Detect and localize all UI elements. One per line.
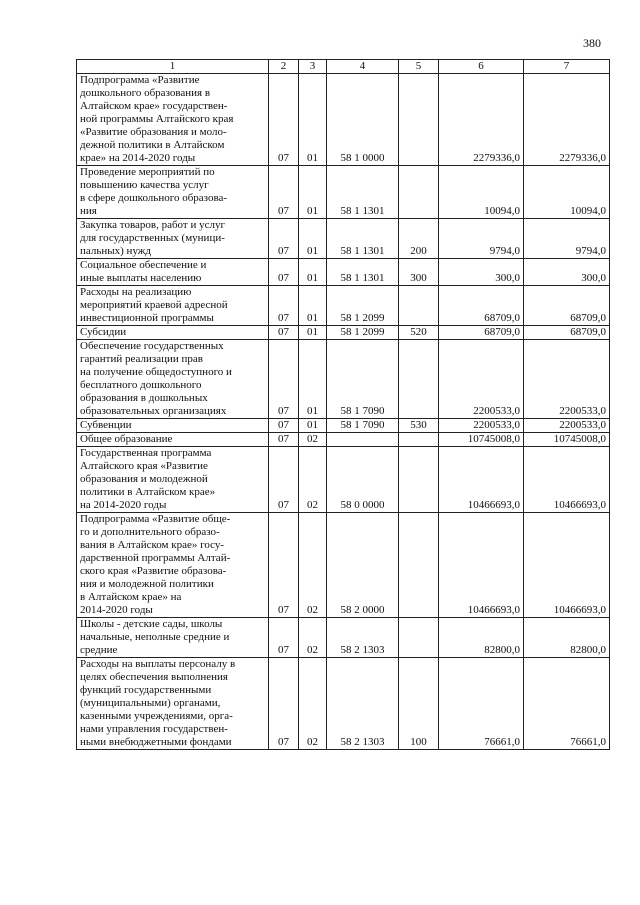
column-header: 1 [77,60,269,74]
amount-col6: 68709,0 [439,326,524,340]
section-code: 07 [269,340,299,419]
amount-col7: 9794,0 [524,219,610,259]
section-code: 07 [269,419,299,433]
target-article-code: 58 1 1301 [327,219,399,259]
amount-col7: 10745008,0 [524,433,610,447]
table-row [77,340,610,419]
section-code: 07 [269,433,299,447]
header-row [77,60,610,74]
amount-col6: 68709,0 [439,286,524,326]
section-code: 07 [269,259,299,286]
target-article-code: 58 2 1303 [327,618,399,658]
expense-type-code [399,340,439,419]
row-description: Расходы на реализацию мероприятий краевой адресной инвестиционной программы [77,286,269,326]
subsection-code: 01 [299,340,327,419]
target-article-code: 58 1 1301 [327,166,399,219]
expense-type-code [399,74,439,166]
subsection-code: 01 [299,166,327,219]
amount-col7: 2200533,0 [524,340,610,419]
table-row [77,286,610,326]
amount-col7: 2200533,0 [524,419,610,433]
target-article-code: 58 2 1303 [327,658,399,750]
amount-col6: 2200533,0 [439,340,524,419]
expense-type-code [399,166,439,219]
row-description: Обеспечение государственных гарантий реализации прав на получение общедоступного и бесплатного дошкольного образования в дошкольных образовательных организациях [77,340,269,419]
target-article-code: 58 1 7090 [327,419,399,433]
target-article-code: 58 1 1301 [327,259,399,286]
amount-col7: 10466693,0 [524,513,610,618]
section-code: 07 [269,166,299,219]
amount-col6: 10466693,0 [439,513,524,618]
column-header: 6 [439,60,524,74]
amount-col6: 82800,0 [439,618,524,658]
amount-col6: 10094,0 [439,166,524,219]
table-row [77,618,610,658]
amount-col7: 300,0 [524,259,610,286]
row-description: Закупка товаров, работ и услуг для государственных (муници- пальных) нужд [77,219,269,259]
amount-col6: 2279336,0 [439,74,524,166]
amount-col6: 76661,0 [439,658,524,750]
row-description: Субвенции [77,419,269,433]
table-row [77,74,610,166]
section-code: 07 [269,286,299,326]
table-row [77,166,610,219]
amount-col7: 10466693,0 [524,447,610,513]
amount-col7: 2279336,0 [524,74,610,166]
column-header: 7 [524,60,610,74]
section-code: 07 [269,219,299,259]
section-code: 07 [269,74,299,166]
amount-col7: 68709,0 [524,286,610,326]
subsection-code: 02 [299,433,327,447]
row-description: Расходы на выплаты персоналу в целях обеспечения выполнения функций государственными (муниципальными) органами, казенными учреждениями, орга- нами управления государствен- ными внебюджетными фондами [77,658,269,750]
target-article-code: 58 0 0000 [327,447,399,513]
subsection-code: 01 [299,326,327,340]
expense-type-code [399,513,439,618]
subsection-code: 01 [299,259,327,286]
section-code: 07 [269,618,299,658]
section-code: 07 [269,513,299,618]
target-article-code: 58 1 0000 [327,74,399,166]
section-code: 07 [269,447,299,513]
expense-type-code: 100 [399,658,439,750]
target-article-code: 58 1 7090 [327,340,399,419]
table-row [77,447,610,513]
target-article-code: 58 1 2099 [327,286,399,326]
subsection-code: 01 [299,219,327,259]
table-row [77,433,610,447]
subsection-code: 01 [299,74,327,166]
row-description: Проведение мероприятий по повышению качества услуг в сфере дошкольного образова- ния [77,166,269,219]
amount-col7: 68709,0 [524,326,610,340]
row-description: Школы - детские сады, школы начальные, неполные средние и средние [77,618,269,658]
row-description: Государственная программа Алтайского края «Развитие образования и молодежной политики в Алтайском крае» на 2014-2020 годы [77,447,269,513]
amount-col6: 300,0 [439,259,524,286]
amount-col7: 10094,0 [524,166,610,219]
target-article-code: 58 2 0000 [327,513,399,618]
amount-col6: 2200533,0 [439,419,524,433]
table-row [77,658,610,750]
row-description: Социальное обеспечение и иные выплаты населению [77,259,269,286]
amount-col7: 82800,0 [524,618,610,658]
table-row [77,259,610,286]
subsection-code: 01 [299,419,327,433]
expense-type-code [399,286,439,326]
expense-type-code [399,433,439,447]
row-description: Подпрограмма «Развитие обще- го и дополнительного образо- вания в Алтайском крае» госу- дарственной программы Алтай- ского края «Развитие образова- ния и молодежной политики в Алтайском крае» на 2014-2020 годы [77,513,269,618]
expense-type-code: 530 [399,419,439,433]
column-header: 3 [299,60,327,74]
row-description: Подпрограмма «Развитие дошкольного образования в Алтайском крае» государствен- ной программы Алтайского края «Развитие образования и моло- дежной политики в Алтайском крае» на 2014-2020 годы [77,74,269,166]
subsection-code: 01 [299,286,327,326]
column-header: 4 [327,60,399,74]
table-row [77,513,610,618]
subsection-code: 02 [299,658,327,750]
column-header: 5 [399,60,439,74]
table-row [77,326,610,340]
expense-type-code: 200 [399,219,439,259]
amount-col7: 76661,0 [524,658,610,750]
expense-type-code [399,618,439,658]
row-description: Субсидии [77,326,269,340]
expense-type-code [399,447,439,513]
column-header: 2 [269,60,299,74]
amount-col6: 9794,0 [439,219,524,259]
table-row [77,419,610,433]
expense-type-code: 300 [399,259,439,286]
target-article-code [327,433,399,447]
expense-type-code: 520 [399,326,439,340]
subsection-code: 02 [299,447,327,513]
amount-col6: 10466693,0 [439,447,524,513]
subsection-code: 02 [299,618,327,658]
amount-col6: 10745008,0 [439,433,524,447]
budget-table [76,59,610,750]
row-description: Общее образование [77,433,269,447]
target-article-code: 58 1 2099 [327,326,399,340]
page-number: 380 [583,36,601,50]
section-code: 07 [269,658,299,750]
subsection-code: 02 [299,513,327,618]
table-row [77,219,610,259]
section-code: 07 [269,326,299,340]
